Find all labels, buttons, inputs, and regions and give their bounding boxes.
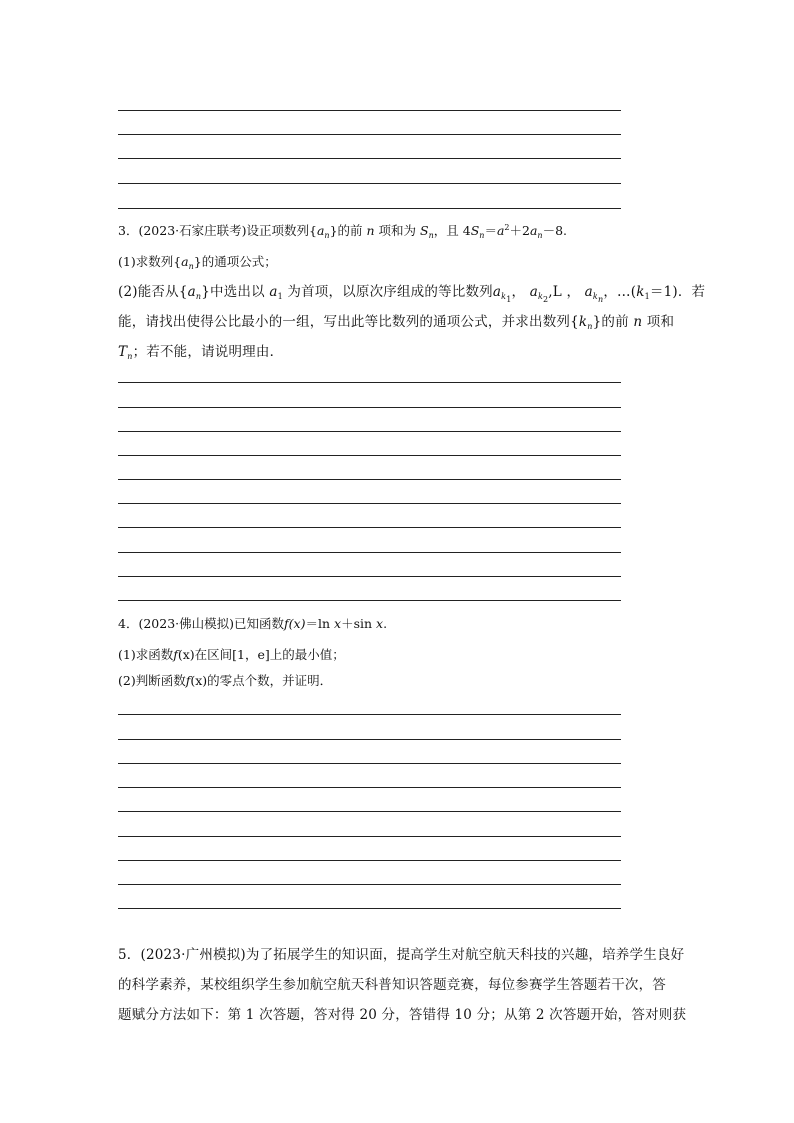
answer-line <box>118 158 621 159</box>
answer-line <box>118 134 621 135</box>
answer-line <box>118 552 621 553</box>
problem-3-part-2: (2)能否从$\{a_n\}$中选出以 $a_1$ 为首项，以原次序组成的等比数列$a_{k_1}$， $a_{k_2},L$ ， $a_{k_n}$，$\dots(k_1=1)$．若 <box>118 284 706 304</box>
problem-3-part-2-cont: 能，请找出使得公比最小的一组，写出此等比数列的通项公式，并求出数列$\{k_n\}$的前 n 项和 <box>118 314 675 331</box>
answer-line <box>118 714 621 715</box>
problem-3-stem: 3．(2023·石家庄联考)设正项数列$\{a_n\}$的前 n 项和为 $S_n$，且 $4S_n=a^2+2a_n-8$. <box>118 223 568 240</box>
problem-4-part-2: (2)判断函数f(x)的零点个数，并证明． <box>118 673 333 688</box>
answer-line <box>118 431 621 432</box>
problem-5-line-2: 的科学素养，某校组织学生参加航空航天科普知识答题竞赛，每位参赛学生答题若干次，答 <box>118 977 666 993</box>
answer-line <box>118 110 621 111</box>
problem-5-line-1: 5．(2023·广州模拟)为了拓展学生的知识面，提高学生对航空航天科技的兴趣，培养学生良好 <box>118 947 685 963</box>
answer-line <box>118 908 621 909</box>
answer-line <box>118 860 621 861</box>
answer-line <box>118 455 621 456</box>
problem-5-line-3: 题赋分方法如下：第 1 次答题，答对得 20 分，答错得 10 分；从第 2 次答题开始，答对则获 <box>118 1007 687 1023</box>
answer-line <box>118 836 621 837</box>
problem-4-stem: 4．(2023·佛山模拟)已知函数f(x)＝ln x＋sin x. <box>118 616 388 631</box>
answer-line <box>118 763 621 764</box>
answer-line <box>118 787 621 788</box>
problem-4-part-1: (1)求函数f(x)在区间[1，e]上的最小值； <box>118 647 345 662</box>
answer-line <box>118 382 621 383</box>
answer-line <box>118 600 621 601</box>
answer-line <box>118 884 621 885</box>
answer-line <box>118 479 621 480</box>
problem-3-part-1: (1)求数列$\{a_n\}$的通项公式； <box>118 254 277 271</box>
answer-line <box>118 183 621 184</box>
answer-line <box>118 739 621 740</box>
problem-3-part-2-end: $T_n$；若不能，请说明理由． <box>118 344 284 361</box>
answer-line <box>118 527 621 528</box>
answer-line <box>118 811 621 812</box>
answer-line <box>118 208 621 209</box>
answer-line <box>118 576 621 577</box>
answer-line <box>118 407 621 408</box>
answer-line <box>118 503 621 504</box>
